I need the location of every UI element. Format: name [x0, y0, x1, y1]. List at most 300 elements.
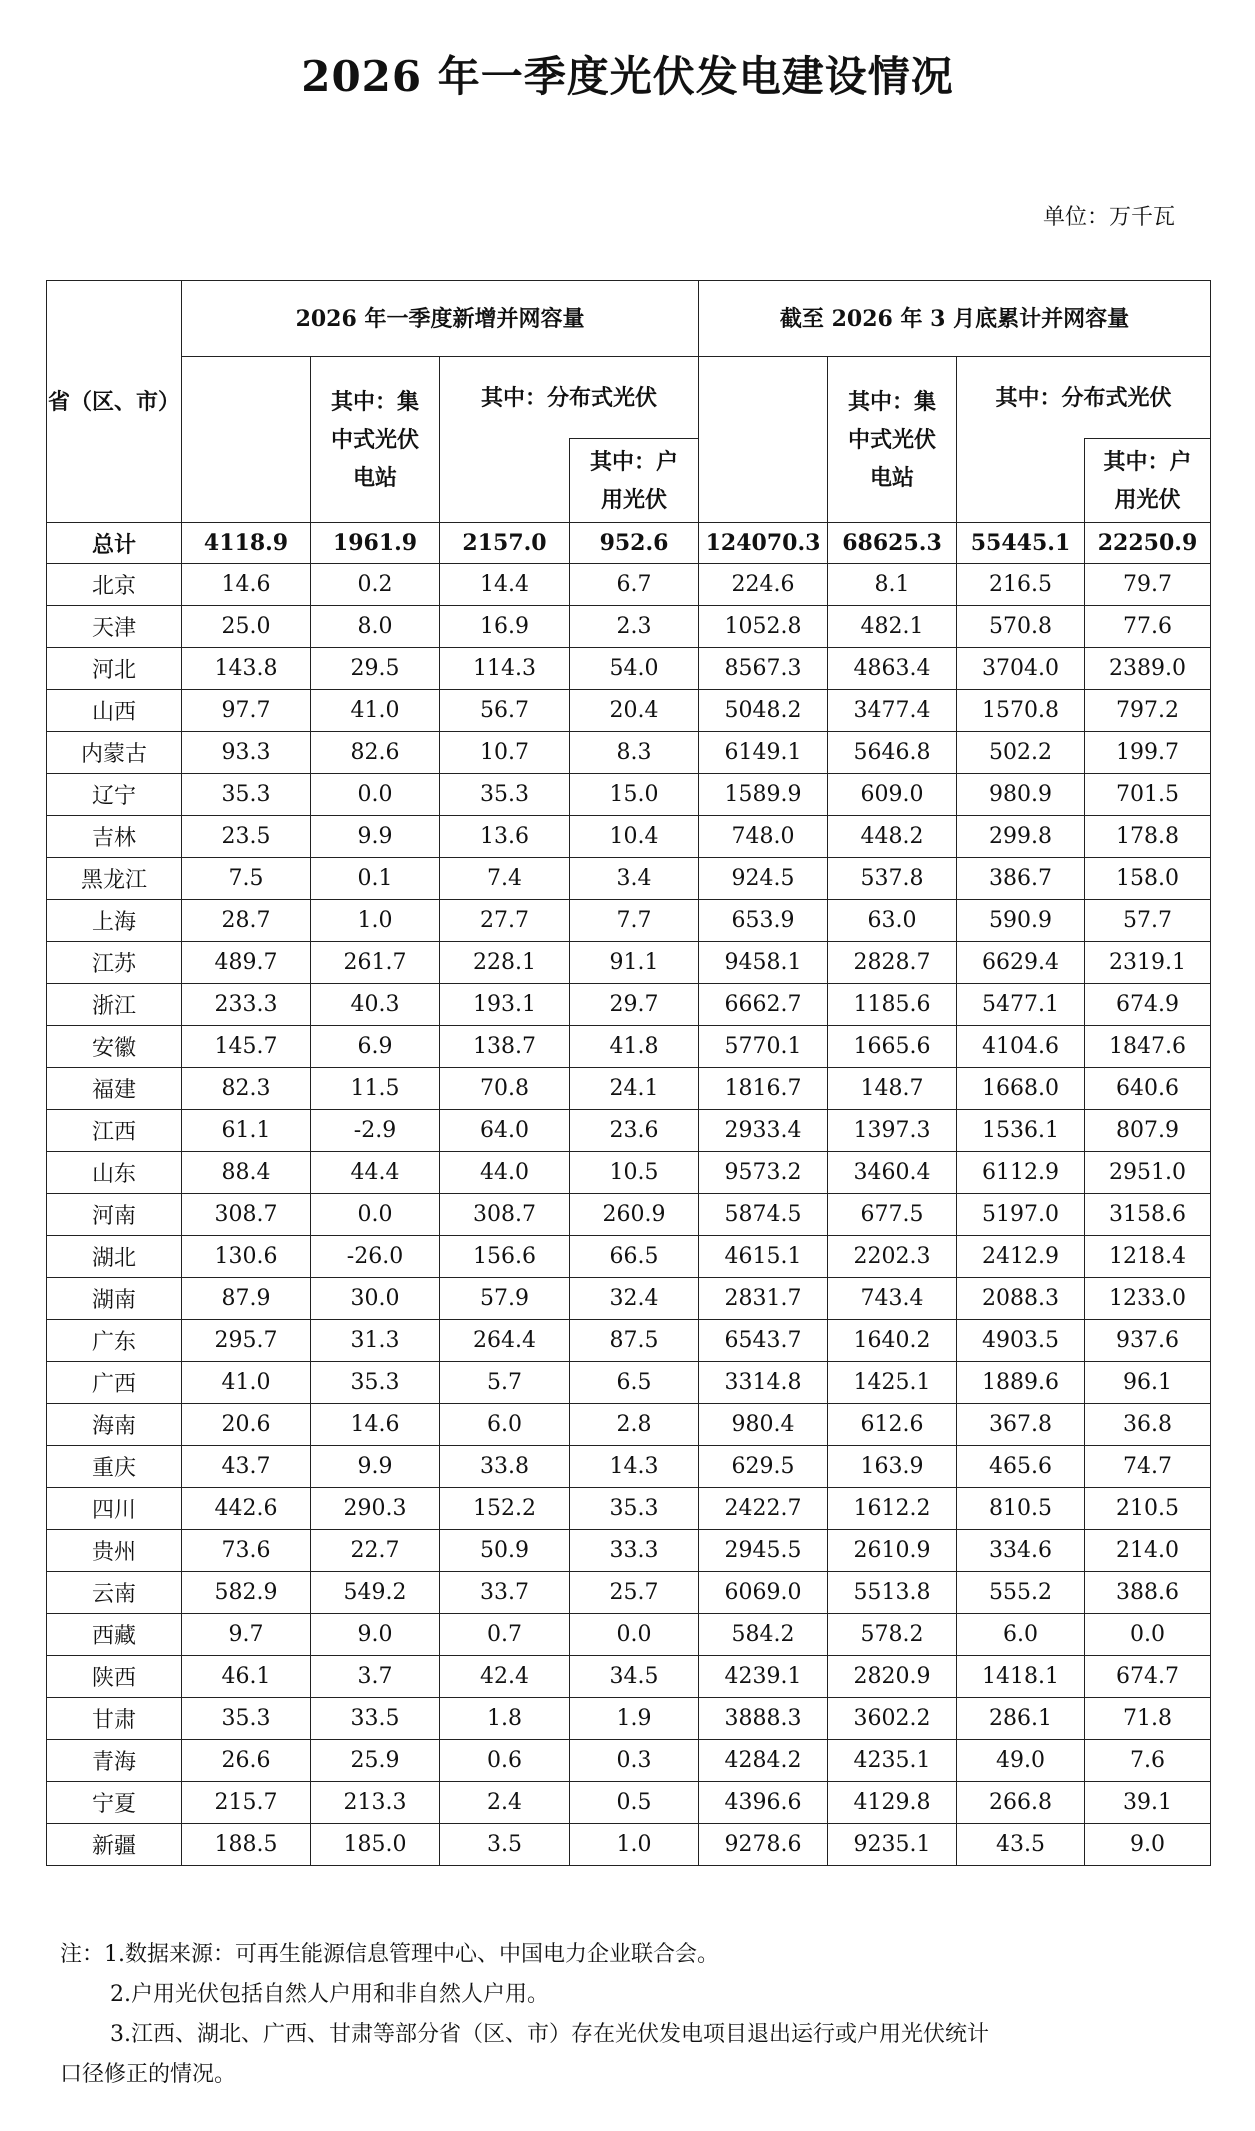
table-cell: 77.6	[1085, 606, 1211, 648]
table-row	[47, 1404, 1211, 1446]
table-cell: 6543.7	[699, 1320, 828, 1362]
table-cell: 87.9	[182, 1278, 311, 1320]
table-cell: 138.7	[440, 1026, 570, 1068]
table-cell: 980.4	[699, 1404, 828, 1446]
province-cell: 云南	[47, 1572, 182, 1614]
table-cell: 210.5	[1085, 1488, 1211, 1530]
table-cell: 82.6	[311, 732, 440, 774]
table-cell: 5048.2	[699, 690, 828, 732]
table-cell: 1233.0	[1085, 1278, 1211, 1320]
province-cell: 浙江	[47, 984, 182, 1026]
table-cell: 61.1	[182, 1110, 311, 1152]
table-cell: 1668.0	[957, 1068, 1085, 1110]
province-cell: 上海	[47, 900, 182, 942]
table-cell: 42.4	[440, 1656, 570, 1698]
province-cell: 甘肃	[47, 1698, 182, 1740]
table-cell: 13.6	[440, 816, 570, 858]
table-cell: 1425.1	[828, 1362, 957, 1404]
table-cell: 9.9	[311, 816, 440, 858]
header-cum-centralized: 其中：集 中式光伏 电站	[828, 357, 957, 523]
table-cell: 1816.7	[699, 1068, 828, 1110]
province-cell: 重庆	[47, 1446, 182, 1488]
table-cell: 0.3	[570, 1740, 699, 1782]
table-cell: 41.8	[570, 1026, 699, 1068]
table-cell: 64.0	[440, 1110, 570, 1152]
table-cell: 214.0	[1085, 1530, 1211, 1572]
table-cell: 6.7	[570, 564, 699, 606]
table-row	[47, 942, 1211, 984]
table-cell: 578.2	[828, 1614, 957, 1656]
table-cell: 29.5	[311, 648, 440, 690]
table-cell: 49.0	[957, 1740, 1085, 1782]
table-cell: 70.8	[440, 1068, 570, 1110]
table-cell: 33.3	[570, 1530, 699, 1572]
table-cell: 797.2	[1085, 690, 1211, 732]
table-cell: 178.8	[1085, 816, 1211, 858]
header-new-distributed: 其中：分布式光伏	[440, 357, 699, 439]
table-cell: 185.0	[311, 1824, 440, 1866]
table-row	[47, 648, 1211, 690]
province-cell: 北京	[47, 564, 182, 606]
table-cell: 924.5	[699, 858, 828, 900]
table-cell: 3888.3	[699, 1698, 828, 1740]
table-cell: 188.5	[182, 1824, 311, 1866]
province-cell: 宁夏	[47, 1782, 182, 1824]
table-cell: 1418.1	[957, 1656, 1085, 1698]
note-3-continued: 口径修正的情况。	[60, 2062, 237, 2087]
table-cell: 41.0	[182, 1362, 311, 1404]
table-cell: 4104.6	[957, 1026, 1085, 1068]
table-cell: 1052.8	[699, 606, 828, 648]
table-cell: 0.2	[311, 564, 440, 606]
table-cell: 97.7	[182, 690, 311, 732]
table-cell: 1.0	[311, 900, 440, 942]
table-cell: 9573.2	[699, 1152, 828, 1194]
table-cell: 3477.4	[828, 690, 957, 732]
table-cell: 4129.8	[828, 1782, 957, 1824]
table-cell: 74.7	[1085, 1446, 1211, 1488]
table-cell: 2157.0	[440, 523, 570, 564]
table-cell: 56.7	[440, 690, 570, 732]
table-row	[47, 1152, 1211, 1194]
table-cell: 10.4	[570, 816, 699, 858]
table-cell: 215.7	[182, 1782, 311, 1824]
province-cell: 河南	[47, 1194, 182, 1236]
province-cell: 江西	[47, 1110, 182, 1152]
table-cell: 3602.2	[828, 1698, 957, 1740]
table-cell: 2319.1	[1085, 942, 1211, 984]
table-row	[47, 564, 1211, 606]
table-cell: 266.8	[957, 1782, 1085, 1824]
table-cell: 35.3	[440, 774, 570, 816]
table-cell: 952.6	[570, 523, 699, 564]
table-cell: 9.0	[311, 1614, 440, 1656]
table-cell: 5646.8	[828, 732, 957, 774]
table-cell: 743.4	[828, 1278, 957, 1320]
header-cum-distributed-blank	[957, 439, 1085, 523]
table-cell: 10.7	[440, 732, 570, 774]
table-cell: 807.9	[1085, 1110, 1211, 1152]
table-cell: 482.1	[828, 606, 957, 648]
province-cell: 安徽	[47, 1026, 182, 1068]
table-cell: 11.5	[311, 1068, 440, 1110]
table-cell: 465.6	[957, 1446, 1085, 1488]
table-cell: 260.9	[570, 1194, 699, 1236]
table-cell: 9.7	[182, 1614, 311, 1656]
table-row	[47, 1614, 1211, 1656]
table-cell: 96.1	[1085, 1362, 1211, 1404]
table-cell: 224.6	[699, 564, 828, 606]
table-cell: 14.4	[440, 564, 570, 606]
table-cell: 937.6	[1085, 1320, 1211, 1362]
table-row	[47, 1530, 1211, 1572]
table-cell: 36.8	[1085, 1404, 1211, 1446]
table-cell: 3314.8	[699, 1362, 828, 1404]
province-cell: 内蒙古	[47, 732, 182, 774]
table-cell: 3.4	[570, 858, 699, 900]
note-3: 3.江西、湖北、广西、甘肃等部分省（区、市）存在光伏发电项目退出运行或户用光伏统计	[110, 2022, 989, 2047]
table-cell: 810.5	[957, 1488, 1085, 1530]
header-cum-total-blank	[699, 357, 828, 523]
table-row	[47, 1320, 1211, 1362]
header-cum-distributed: 其中：分布式光伏	[957, 357, 1211, 439]
table-cell: 4235.1	[828, 1740, 957, 1782]
note-1: 注：1.数据来源：可再生能源信息管理中心、中国电力企业联合会。	[60, 1942, 719, 1967]
table-cell: 71.8	[1085, 1698, 1211, 1740]
table-cell: 1640.2	[828, 1320, 957, 1362]
table-cell: 674.9	[1085, 984, 1211, 1026]
table-cell: 4239.1	[699, 1656, 828, 1698]
table-cell: 8.3	[570, 732, 699, 774]
header-cum-household: 其中：户 用光伏	[1085, 439, 1211, 523]
table-row	[47, 1278, 1211, 1320]
total-row	[47, 523, 1211, 564]
table-cell: 6149.1	[699, 732, 828, 774]
table-cell: 55445.1	[957, 523, 1085, 564]
table-cell: 0.6	[440, 1740, 570, 1782]
table-cell: 4118.9	[182, 523, 311, 564]
table-cell: 0.0	[311, 1194, 440, 1236]
table-cell: 386.7	[957, 858, 1085, 900]
table-row	[47, 1656, 1211, 1698]
table-cell: 39.1	[1085, 1782, 1211, 1824]
table-cell: 73.6	[182, 1530, 311, 1572]
table-cell: 14.6	[311, 1404, 440, 1446]
table-cell: 748.0	[699, 816, 828, 858]
table-cell: 9458.1	[699, 942, 828, 984]
table-cell: 35.3	[570, 1488, 699, 1530]
province-cell: 湖南	[47, 1278, 182, 1320]
table-cell: 502.2	[957, 732, 1085, 774]
table-cell: 4396.6	[699, 1782, 828, 1824]
document-title: 2026 年一季度光伏发电建设情况	[301, 52, 954, 101]
unit-label: 单位：万千瓦	[1042, 205, 1175, 230]
province-cell: 广东	[47, 1320, 182, 1362]
table-cell: 570.8	[957, 606, 1085, 648]
table-cell: 54.0	[570, 648, 699, 690]
table-cell: 3704.0	[957, 648, 1085, 690]
header-new-household: 其中：户 用光伏	[570, 439, 699, 523]
table-cell: 228.1	[440, 942, 570, 984]
table-cell: 34.5	[570, 1656, 699, 1698]
province-cell: 山东	[47, 1152, 182, 1194]
province-cell: 福建	[47, 1068, 182, 1110]
table-cell: 40.3	[311, 984, 440, 1026]
table-cell: 264.4	[440, 1320, 570, 1362]
table-cell: 1589.9	[699, 774, 828, 816]
table-cell: 14.6	[182, 564, 311, 606]
table-cell: 31.3	[311, 1320, 440, 1362]
table-cell: 555.2	[957, 1572, 1085, 1614]
table-cell: 6.9	[311, 1026, 440, 1068]
table-cell: 3460.4	[828, 1152, 957, 1194]
table-cell: 5770.1	[699, 1026, 828, 1068]
table-cell: 1612.2	[828, 1488, 957, 1530]
table-cell: 1.8	[440, 1698, 570, 1740]
table-cell: -26.0	[311, 1236, 440, 1278]
table-cell: 537.8	[828, 858, 957, 900]
table-cell: 286.1	[957, 1698, 1085, 1740]
table-row	[47, 732, 1211, 774]
table-cell: 156.6	[440, 1236, 570, 1278]
table-row	[47, 690, 1211, 732]
table-cell: 93.3	[182, 732, 311, 774]
table-cell: 5513.8	[828, 1572, 957, 1614]
table-cell: 2831.7	[699, 1278, 828, 1320]
table-cell: 2.8	[570, 1404, 699, 1446]
table-cell: 9235.1	[828, 1824, 957, 1866]
table-cell: 41.0	[311, 690, 440, 732]
table-cell: 640.6	[1085, 1068, 1211, 1110]
province-cell: 新疆	[47, 1824, 182, 1866]
table-cell: 1185.6	[828, 984, 957, 1026]
table-cell: 1570.8	[957, 690, 1085, 732]
table-cell: 20.4	[570, 690, 699, 732]
table-cell: 388.6	[1085, 1572, 1211, 1614]
table-cell: 2422.7	[699, 1488, 828, 1530]
table-cell: 980.9	[957, 774, 1085, 816]
table-cell: 35.3	[182, 774, 311, 816]
table-cell: 3.5	[440, 1824, 570, 1866]
table-row	[47, 1488, 1211, 1530]
table-cell: 1889.6	[957, 1362, 1085, 1404]
table-cell: -2.9	[311, 1110, 440, 1152]
table-cell: 5874.5	[699, 1194, 828, 1236]
table-cell: 653.9	[699, 900, 828, 942]
table-cell: 334.6	[957, 1530, 1085, 1572]
table-row	[47, 1026, 1211, 1068]
table-cell: 0.0	[570, 1614, 699, 1656]
table-cell: 35.3	[182, 1698, 311, 1740]
table-cell: 163.9	[828, 1446, 957, 1488]
table-cell: 25.0	[182, 606, 311, 648]
table-cell: 0.5	[570, 1782, 699, 1824]
table-row	[47, 606, 1211, 648]
table-cell: 3158.6	[1085, 1194, 1211, 1236]
table-cell: 8.1	[828, 564, 957, 606]
table-cell: 442.6	[182, 1488, 311, 1530]
table-cell: 10.5	[570, 1152, 699, 1194]
table-cell: 124070.3	[699, 523, 828, 564]
province-cell: 四川	[47, 1488, 182, 1530]
table-cell: 57.7	[1085, 900, 1211, 942]
province-cell: 江苏	[47, 942, 182, 984]
table-cell: 7.4	[440, 858, 570, 900]
table-cell: 1847.6	[1085, 1026, 1211, 1068]
table-cell: 44.0	[440, 1152, 570, 1194]
table-cell: 5197.0	[957, 1194, 1085, 1236]
table-cell: 308.7	[182, 1194, 311, 1236]
notes	[60, 1935, 1180, 2095]
table-cell: 82.3	[182, 1068, 311, 1110]
table-cell: 148.7	[828, 1068, 957, 1110]
table-cell: 8567.3	[699, 648, 828, 690]
table-cell: 79.7	[1085, 564, 1211, 606]
table-cell: 6.0	[440, 1404, 570, 1446]
table-cell: 5477.1	[957, 984, 1085, 1026]
table-cell: 2951.0	[1085, 1152, 1211, 1194]
header-group-new: 2026 年一季度新增并网容量	[182, 281, 699, 357]
table-cell: 233.3	[182, 984, 311, 1026]
table-row	[47, 1824, 1211, 1866]
table-cell: 143.8	[182, 648, 311, 690]
table-cell: 15.0	[570, 774, 699, 816]
table-cell: 50.9	[440, 1530, 570, 1572]
table-cell: 2412.9	[957, 1236, 1085, 1278]
table-cell: 5.7	[440, 1362, 570, 1404]
table-cell: 6069.0	[699, 1572, 828, 1614]
table-cell: 677.5	[828, 1194, 957, 1236]
table-cell: 7.7	[570, 900, 699, 942]
table-cell: 23.6	[570, 1110, 699, 1152]
table-cell: 609.0	[828, 774, 957, 816]
table-cell: 582.9	[182, 1572, 311, 1614]
table-row	[47, 1068, 1211, 1110]
table-cell: 2945.5	[699, 1530, 828, 1572]
table-cell: 88.4	[182, 1152, 311, 1194]
table-cell: 114.3	[440, 648, 570, 690]
table-cell: 489.7	[182, 942, 311, 984]
table-row	[47, 900, 1211, 942]
header-new-centralized: 其中：集 中式光伏 电站	[311, 357, 440, 523]
table-cell: 4284.2	[699, 1740, 828, 1782]
province-cell: 贵州	[47, 1530, 182, 1572]
table-cell: 46.1	[182, 1656, 311, 1698]
table-cell: 367.8	[957, 1404, 1085, 1446]
table-cell: 25.7	[570, 1572, 699, 1614]
table-cell: 43.5	[957, 1824, 1085, 1866]
table-row	[47, 1110, 1211, 1152]
header-group-cumulative: 截至 2026 年 3 月底累计并网容量	[699, 281, 1211, 357]
table-cell: 16.9	[440, 606, 570, 648]
table-cell: 7.6	[1085, 1740, 1211, 1782]
table-cell: 2088.3	[957, 1278, 1085, 1320]
table-cell: 0.1	[311, 858, 440, 900]
table-row	[47, 1362, 1211, 1404]
table-body	[47, 523, 1211, 1866]
table-cell: 25.9	[311, 1740, 440, 1782]
table-cell: 43.7	[182, 1446, 311, 1488]
table-cell: 549.2	[311, 1572, 440, 1614]
table-cell: 7.5	[182, 858, 311, 900]
table-cell: 4903.5	[957, 1320, 1085, 1362]
table-cell: 612.6	[828, 1404, 957, 1446]
table-cell: 1.9	[570, 1698, 699, 1740]
table-cell: 0.0	[311, 774, 440, 816]
table-cell: 总计	[47, 523, 182, 564]
table-cell: 216.5	[957, 564, 1085, 606]
table-cell: 130.6	[182, 1236, 311, 1278]
table-cell: 0.0	[1085, 1614, 1211, 1656]
table-cell: 2828.7	[828, 942, 957, 984]
table-cell: 91.1	[570, 942, 699, 984]
table-cell: 14.3	[570, 1446, 699, 1488]
province-cell: 天津	[47, 606, 182, 648]
table-cell: 23.5	[182, 816, 311, 858]
table-cell: 20.6	[182, 1404, 311, 1446]
header-new-distributed-blank	[440, 439, 570, 523]
province-cell: 湖北	[47, 1236, 182, 1278]
table-cell: 2933.4	[699, 1110, 828, 1152]
province-cell: 河北	[47, 648, 182, 690]
table-cell: 4863.4	[828, 648, 957, 690]
table-cell: 290.3	[311, 1488, 440, 1530]
table-cell: 2820.9	[828, 1656, 957, 1698]
table-cell: 9.0	[1085, 1824, 1211, 1866]
note-2: 2.户用光伏包括自然人户用和非自然人户用。	[110, 1982, 549, 2007]
table-cell: 6629.4	[957, 942, 1085, 984]
table-cell: 44.4	[311, 1152, 440, 1194]
table-cell: 199.7	[1085, 732, 1211, 774]
table-cell: 32.4	[570, 1278, 699, 1320]
table-cell: 6.5	[570, 1362, 699, 1404]
table-cell: 68625.3	[828, 523, 957, 564]
table-cell: 701.5	[1085, 774, 1211, 816]
table-cell: 63.0	[828, 900, 957, 942]
table-cell: 3.7	[311, 1656, 440, 1698]
table-cell: 152.2	[440, 1488, 570, 1530]
table-cell: 193.1	[440, 984, 570, 1026]
table-cell: 308.7	[440, 1194, 570, 1236]
table-cell: 87.5	[570, 1320, 699, 1362]
table-row	[47, 984, 1211, 1026]
province-cell: 吉林	[47, 816, 182, 858]
table-cell: 6.0	[957, 1614, 1085, 1656]
table-row	[47, 774, 1211, 816]
table-cell: 2610.9	[828, 1530, 957, 1572]
table-cell: 145.7	[182, 1026, 311, 1068]
province-cell: 广西	[47, 1362, 182, 1404]
table-cell: 6112.9	[957, 1152, 1085, 1194]
table-row	[47, 1446, 1211, 1488]
table-cell: 35.3	[311, 1362, 440, 1404]
province-cell: 青海	[47, 1740, 182, 1782]
table-cell: 2.4	[440, 1782, 570, 1824]
table-cell: 28.7	[182, 900, 311, 942]
capacity-table	[46, 280, 1211, 1866]
table-cell: 33.5	[311, 1698, 440, 1740]
table-row	[47, 858, 1211, 900]
table-cell: 24.1	[570, 1068, 699, 1110]
table-row	[47, 1572, 1211, 1614]
table-cell: 295.7	[182, 1320, 311, 1362]
table-cell: 4615.1	[699, 1236, 828, 1278]
table-cell: 66.5	[570, 1236, 699, 1278]
table-cell: 158.0	[1085, 858, 1211, 900]
table-cell: 29.7	[570, 984, 699, 1026]
table-cell: 9278.6	[699, 1824, 828, 1866]
table-cell: 629.5	[699, 1446, 828, 1488]
